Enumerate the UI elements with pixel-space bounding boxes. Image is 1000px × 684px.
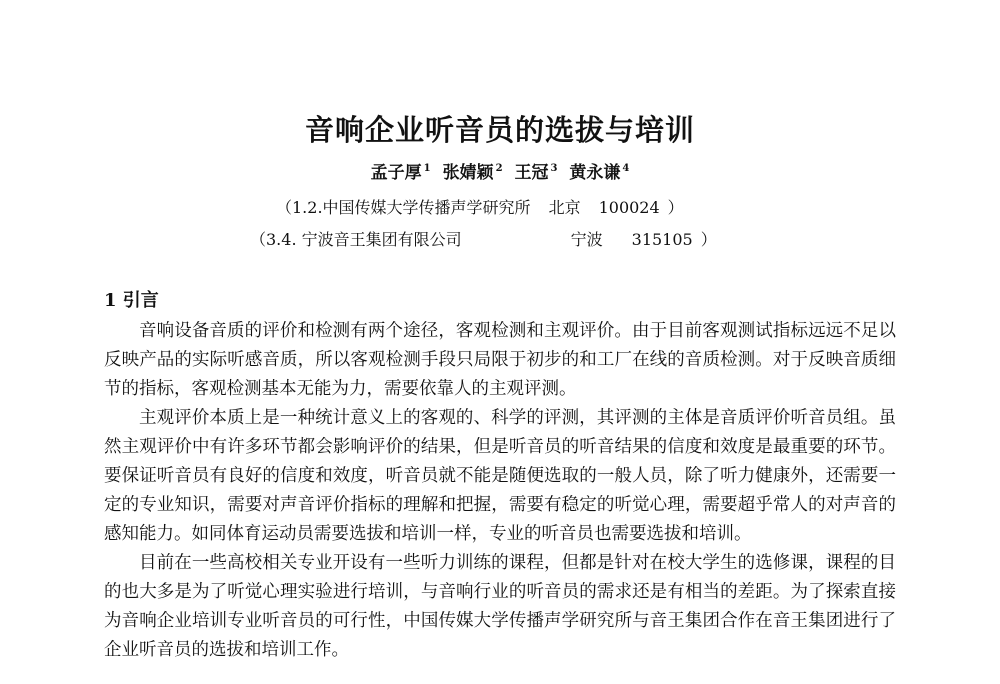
author-name: 孟子厚 — [370, 163, 422, 183]
author-affiliation-mark: 3 — [550, 163, 558, 175]
affiliation-city: 宁波 — [570, 230, 603, 249]
author-affiliation-mark: 4 — [622, 163, 630, 175]
affiliation-postcode: 315105 — [631, 230, 693, 249]
body-paragraph: 目前在一些高校相关专业开设有一些听力训练的课程，但都是针对在校大学生的选修课，课程的目的也大多是为了听觉心理实验进行培训，与音响行业的听音员的需求还是有相当的差距。为了探索直接为音响企业培训专业听音员的可行性，中国传媒大学传播声学研究所与音王集团合作在音王集团进行了企业听音员的选拔和培训工作。 — [104, 553, 896, 660]
paper-title: 音响企业听音员的选拔与培训 — [304, 113, 695, 147]
body-paragraph: 音响设备音质的评价和检测有两个途径，客观检测和主观评价。由于目前客观测试指标远远不足以反映产品的实际听感音质，所以客观检测手段只局限于初步的和工厂在线的音质检测。对于反映音质细节的指标，客观检测基本无能为力，需要依靠人的主观评测。 — [104, 321, 896, 399]
affiliation-institution: 中国传媒大学传播声学研究所 — [322, 198, 531, 217]
author-name: 黄永谦 — [569, 163, 621, 183]
affiliation-institution: 宁波音王集团有限公司 — [301, 230, 462, 249]
affiliation-postcode: 100024 — [598, 198, 660, 217]
author — [443, 163, 503, 183]
author — [514, 163, 557, 183]
affiliation-line — [276, 196, 684, 220]
author-list — [0, 160, 1000, 186]
section-body — [104, 317, 896, 665]
affiliation-close: ） — [700, 230, 717, 249]
affiliation-close: ） — [667, 198, 684, 217]
author-name: 张婧颖 — [442, 163, 494, 183]
author — [371, 163, 431, 183]
author-affiliation-mark: 1 — [423, 163, 431, 175]
section-heading: 1 引言 — [104, 290, 159, 311]
affiliation-open: （1.2. — [276, 198, 323, 217]
author — [569, 163, 629, 183]
body-paragraph: 主观评价本质上是一种统计意义上的客观的、科学的评测，其评测的主体是音质评价听音员组。虽然主观评价中有许多环节都会影响评价的结果，但是听音员的听音结果的信度和效度是最重要的环节。要保证听音员有良好的信度和效度，听音员就不能是随便选取的一般人员，除了听力健康外，还需要一定的专业知识，需要对声音评价指标的理解和把握，需要有稳定的听觉心理，需要超乎常人的对声音的感知能力。如同体育运动员需要选拔和培训一样，专业的听音员也需要选拔和培训。 — [104, 408, 896, 544]
author-name: 王冠 — [514, 163, 549, 183]
author-affiliation-mark: 2 — [495, 163, 503, 175]
affiliation-city: 北京 — [548, 198, 581, 217]
affiliation-open: （3.4. — [250, 230, 297, 249]
affiliation-line — [250, 228, 717, 252]
